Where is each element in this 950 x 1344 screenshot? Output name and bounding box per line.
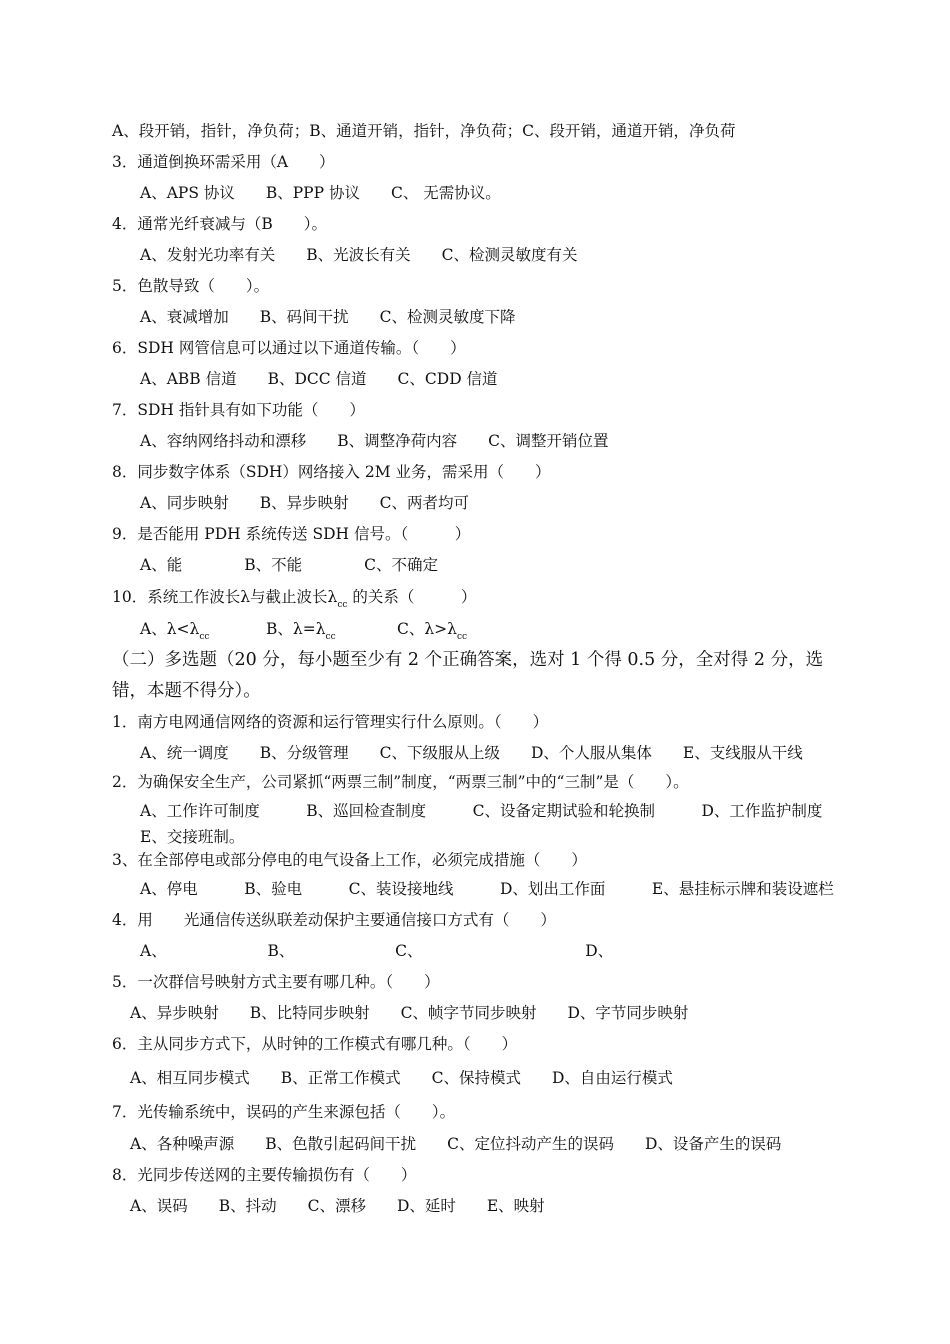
q10-option-b — [266, 620, 336, 642]
mc-q7-options: A、各种噪声源 B、色散引起码间干扰 C、定位抖动产生的误码 D、设备产生的误码 — [130, 1135, 782, 1153]
q10-option-c — [397, 620, 468, 642]
q10-text-a: 10．系统工作波长λ与截止波长λ — [112, 588, 338, 606]
question-4: 4．通常光纤衰减与（B ）。 — [112, 215, 328, 233]
section-heading-continued: 错，本题不得分）。 — [112, 681, 261, 701]
mc-question-2: 2．为确保安全生产，公司紧抓“两票三制”制度，“两票三制”中的“三制”是（ ）。 — [112, 773, 689, 791]
q10-option-a-subscript: cc — [199, 632, 210, 642]
q6-options: A、ABB 信道 B、DCC 信道 C、CDD 信道 — [140, 370, 498, 388]
mc-q8-options: A、误码 B、抖动 C、漂移 D、延时 E、映射 — [130, 1197, 545, 1215]
q2-options: A、段开销，指针，净负荷；B、通道开销，指针，净负荷；C、段开销，通道开销，净负荷 — [112, 122, 736, 140]
mc-question-6: 6．主从同步方式下，从时钟的工作模式有哪几种。（ ） — [112, 1035, 518, 1053]
mc-question-8: 8．光同步传送网的主要传输损伤有（ ） — [112, 1166, 417, 1184]
mc-q2-options: A、工作许可制度 B、巡回检查制度 C、设备定期试验和轮换制 D、工作监护制度 E、交接班制。 — [140, 802, 885, 846]
q10-option-b-subscript: cc — [325, 632, 336, 642]
question-10 — [112, 588, 477, 610]
mc-question-3: 3、在全部停电或部分停电的电气设备上工作，必须完成措施（ ） — [112, 851, 587, 869]
mc-q5-options: A、异步映射 B、比特同步映射 C、帧字节同步映射 D、字节同步映射 — [130, 1004, 689, 1022]
question-6: 6．SDH 网管信息可以通过以下通道传输。（ ） — [112, 339, 466, 357]
mc-q1-options: A、统一调度 B、分级管理 C、下级服从上级 D、个人服从集体 E、支线服从干线 — [140, 744, 803, 762]
q10-text-b: 的关系（ ） — [347, 588, 477, 606]
q10-subscript: cc — [337, 600, 348, 610]
question-3: 3．通道倒换环需采用（A ） — [112, 153, 335, 171]
mc-question-7: 7．光传输系统中，误码的产生来源包括（ ）。 — [112, 1103, 456, 1121]
q10-option-c-subscript: cc — [457, 632, 468, 642]
q4-options: A、发射光功率有关 B、光波长有关 C、检测灵敏度有关 — [140, 246, 578, 264]
q8-options: A、同步映射 B、异步映射 C、两者均可 — [140, 494, 469, 512]
q7-options: A、容纳网络抖动和漂移 B、调整净荷内容 C、调整开销位置 — [140, 432, 609, 450]
mc-question-1: 1．南方电网通信网络的资源和运行管理实行什么原则。（ ） — [112, 713, 549, 731]
mc-q6-options: A、相互同步模式 B、正常工作模式 C、保持模式 D、自由运行模式 — [130, 1069, 673, 1087]
q10-option-a-text: A、λ<λ — [140, 620, 200, 638]
mc-question-5: 5．一次群信号映射方式主要有哪几种。（ ） — [112, 973, 440, 991]
q3-options: A、APS 协议 B、PPP 协议 C、 无需协议。 — [140, 184, 501, 202]
q10-option-a — [140, 620, 210, 642]
q9-options: A、能 B、不能 C、不确定 — [140, 556, 438, 574]
q5-options: A、衰减增加 B、码间干扰 C、检测灵敏度下降 — [140, 308, 516, 326]
q10-option-c-text: C、λ>λ — [397, 620, 457, 638]
question-9: 9．是否能用 PDH 系统传送 SDH 信号。（ ） — [112, 525, 471, 543]
question-5: 5．色散导致（ ）。 — [112, 277, 270, 295]
question-7: 7．SDH 指针具有如下功能（ ） — [112, 401, 365, 419]
mc-q3-options: A、停电 B、验电 C、装设接地线 D、划出工作面 E、悬挂标示牌和装设遮栏 — [140, 880, 834, 898]
mc-question-4: 4．用 光通信传送纵联差动保护主要通信接口方式有（ ） — [112, 911, 556, 929]
section-heading-multiple-choice: （二）多选题（20 分，每小题至少有 2 个正确答案，选对 1 个得 0.5 分，全对得 2 分，选 — [112, 650, 824, 670]
mc-q4-options: A、 B、 C、 D、 — [140, 942, 714, 960]
question-8: 8．同步数字体系（SDH）网络接入 2M 业务，需采用（ ） — [112, 463, 551, 481]
q10-option-b-text: B、λ=λ — [266, 620, 326, 638]
